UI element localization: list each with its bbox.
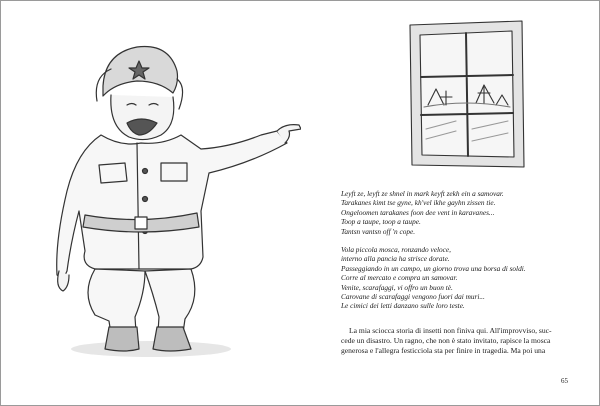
poem-line: interno alla pancia ha strisce dorate.	[341, 254, 450, 264]
poem-line: Tarakanes kimt tse gyne, kh'vel ikhe gayhn zissen tie.	[341, 198, 496, 208]
prose-line: cede un disastro. Un ragno, che non è stato invitato, rapisce la mosca	[341, 336, 551, 346]
poem-stanza-yiddish	[341, 189, 573, 236]
poem-line: Carovane di scarafaggi vengono fuori dai muri...	[341, 292, 485, 302]
poem-block	[341, 189, 573, 311]
page-number: 65	[561, 377, 568, 385]
poem-line: Leyft ze, leyft ze shnel in mark keyft zekh ein a samovar.	[341, 189, 504, 198]
prose-line: generosa e l'allegra festicciola sta per finire in tragedia. Ma poi una	[341, 346, 546, 356]
prose-paragraph	[341, 326, 573, 357]
poem-line: Venite, scarafaggi, vi offro un buon tè.	[341, 282, 453, 292]
poem-line: Toop a taupe, toop a taupe.	[341, 217, 421, 227]
window-illustration	[406, 19, 526, 169]
poem-line: Tantsn vantsn off 'n cope.	[341, 226, 416, 236]
poem-stanza-italian	[341, 245, 573, 311]
poem-line: Vola piccola mosca, ronzando veloce,	[341, 245, 451, 255]
soldier-illustration	[41, 31, 301, 361]
prose-line: La mia sciocca storia di insetti non finiva qui. All'improvviso, suc-	[349, 326, 552, 335]
poem-line: Ongeloomen tarakanes foon dee vent in karavanes...	[341, 207, 495, 217]
poem-line: Corre al mercato e compra un samovar.	[341, 273, 458, 283]
poem-line: Passeggiando in un campo, un giorno trova una borsa di soldi.	[341, 263, 526, 273]
poem-line: Le cimici dei letti danzano sulle loro teste.	[341, 301, 465, 311]
